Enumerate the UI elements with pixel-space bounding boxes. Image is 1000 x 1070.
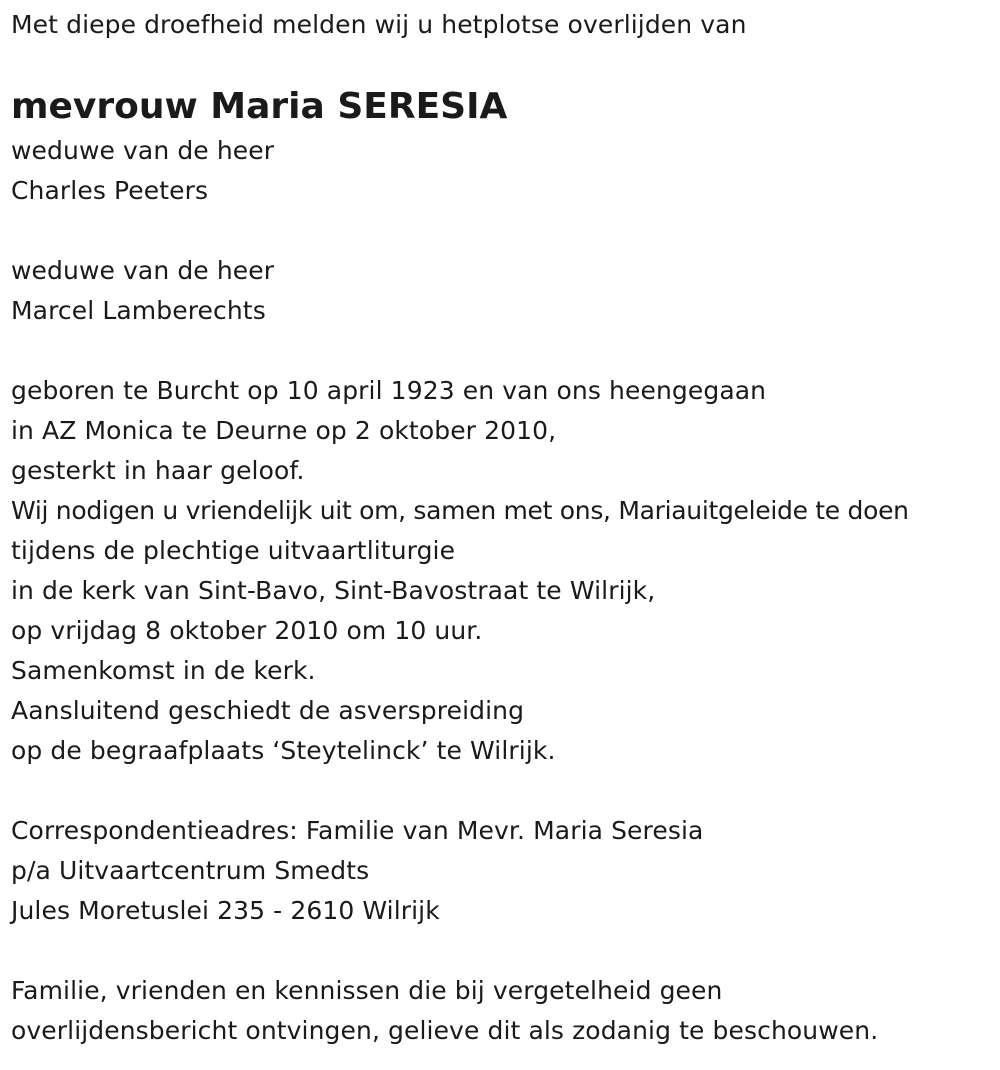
spouse-2-title: weduwe van de heer xyxy=(11,256,275,285)
spacer xyxy=(11,931,996,971)
detail-line-scattering: Aansluitend geschiedt de asverspreiding xyxy=(11,696,525,725)
spacer xyxy=(11,771,996,811)
detail-line-death: in AZ Monica te Deurne op 2 oktober 2010, xyxy=(11,416,557,445)
funeral-details xyxy=(11,371,996,771)
detail-line-invitation: Wij nodigen u vriendelijk uit om, samen met ons, Mariauitgeleide te doen xyxy=(11,496,909,525)
correspondence-line-3: Jules Moretuslei 235 - 2610 Wilrijk xyxy=(11,896,440,925)
detail-line-faith: gesterkt in haar geloof. xyxy=(11,456,305,485)
spouse-1-name: Charles Peeters xyxy=(11,176,209,205)
spouse-2-name: Marcel Lamberechts xyxy=(11,296,266,325)
correspondence-line-1: Correspondentieadres: Familie van Mevr. Maria Seresia xyxy=(11,816,704,845)
spouse-block-1 xyxy=(11,131,996,211)
closing-line-1: Familie, vrienden en kennissen die bij vergetelheid geen xyxy=(11,976,723,1005)
spouse-block-2 xyxy=(11,251,996,331)
correspondence-line-2: p/a Uitvaartcentrum Smedts xyxy=(11,856,370,885)
spouse-1-title: weduwe van de heer xyxy=(11,136,275,165)
detail-line-liturgy: tijdens de plechtige uitvaartliturgie xyxy=(11,536,456,565)
closing-note xyxy=(11,971,996,1051)
detail-line-church: in de kerk van Sint-Bavo, Sint-Bavostraat te Wilrijk, xyxy=(11,576,656,605)
spacer xyxy=(11,211,996,251)
intro-text: Met diepe droefheid melden wij u hetplotse overlijden van xyxy=(11,10,747,39)
deceased-name: mevrouw Maria SERESIA xyxy=(11,86,508,127)
detail-line-birth: geboren te Burcht op 10 april 1923 en van ons heengegaan xyxy=(11,376,767,405)
detail-line-date: op vrijdag 8 oktober 2010 om 10 uur. xyxy=(11,616,483,645)
closing-line-2: overlijdensbericht ontvingen, gelieve dit als zodanig te beschouwen. xyxy=(11,1016,879,1045)
detail-line-cemetery: op de begraafplaats ‘Steytelinck’ te Wilrijk. xyxy=(11,736,556,765)
correspondence-address xyxy=(11,811,996,931)
detail-line-gathering: Samenkomst in de kerk. xyxy=(11,656,316,685)
obituary-notice xyxy=(11,0,996,1051)
spacer xyxy=(11,331,996,371)
